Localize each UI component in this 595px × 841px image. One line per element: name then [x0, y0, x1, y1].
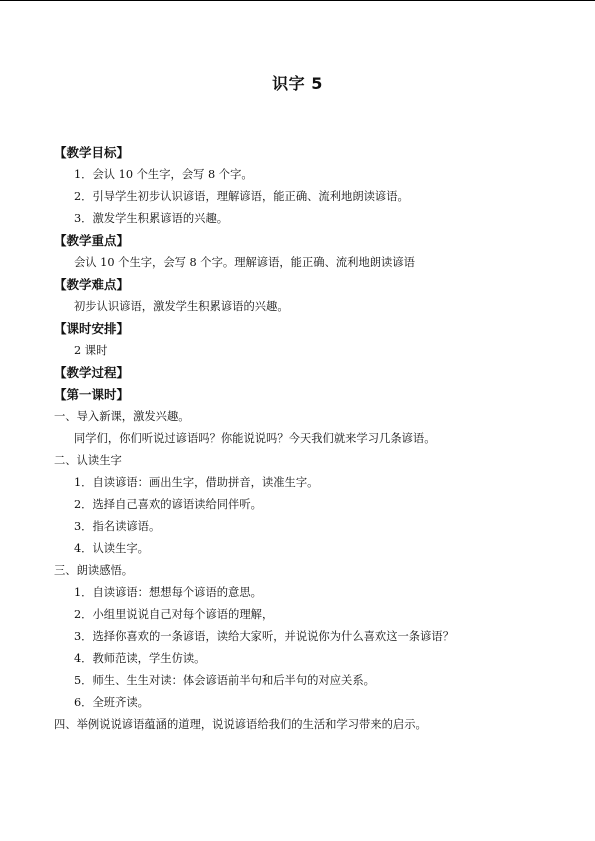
doc-line-text: 【教学目标】 — [54, 145, 130, 160]
doc-line — [54, 186, 554, 208]
doc-line — [54, 714, 554, 736]
doc-line — [54, 230, 554, 252]
doc-line-text: 3．选择你喜欢的一条谚语，读给大家听，并说说你为什么喜欢这一条谚语？ — [74, 630, 454, 643]
doc-line-text: 初步认识谚语，激发学生积累谚语的兴趣。 — [74, 300, 289, 313]
doc-line-text: 3．指名读谚语。 — [74, 520, 161, 533]
doc-line — [54, 582, 554, 604]
doc-line — [54, 340, 554, 362]
doc-line-text: 1．自读谚语：想想每个谚语的意思。 — [74, 586, 262, 599]
doc-line — [54, 274, 554, 296]
doc-line-text: 5．师生、生生对读：体会谚语前半句和后半句的对应关系。 — [74, 674, 375, 687]
doc-line — [54, 516, 554, 538]
doc-line — [54, 538, 554, 560]
doc-line-text: 【教学难点】 — [54, 277, 130, 292]
page-title: 识字 5 — [272, 74, 323, 93]
doc-line — [54, 428, 554, 450]
doc-line — [54, 142, 554, 164]
doc-line-text: 2．小组里说说自己对每个谚语的理解， — [74, 608, 274, 621]
doc-line — [54, 384, 554, 406]
doc-line — [54, 208, 554, 230]
doc-line-text: 二、认读生字 — [54, 454, 122, 467]
doc-line-text: 【教学过程】 — [54, 365, 130, 380]
doc-line-text: 2．引导学生初步认识谚语，理解谚语，能正确、流利地朗读谚语。 — [74, 190, 409, 203]
doc-line — [54, 406, 554, 428]
doc-line — [54, 670, 554, 692]
doc-line-text: 3．激发学生积累谚语的兴趣。 — [74, 212, 229, 225]
doc-line-text: 4．教师范读，学生仿读。 — [74, 652, 206, 665]
doc-line — [54, 648, 554, 670]
doc-line — [54, 450, 554, 472]
doc-line-text: 2 课时 — [74, 344, 108, 357]
doc-line — [54, 318, 554, 340]
doc-line — [54, 296, 554, 318]
doc-line-text: 1．会认 10 个生字，会写 8 个字。 — [74, 168, 253, 181]
doc-line-text: 会认 10 个生字，会写 8 个字。理解谚语，能正确、流利地朗读谚语 — [74, 256, 415, 269]
doc-line — [54, 472, 554, 494]
doc-line — [54, 560, 554, 582]
doc-line — [54, 494, 554, 516]
doc-line-text: 6．全班齐读。 — [74, 696, 149, 709]
top-border-line — [0, 0, 595, 1]
document-body — [54, 142, 554, 736]
doc-line — [54, 604, 554, 626]
doc-line-text: 【第一课时】 — [54, 387, 130, 402]
doc-line-text: 一、导入新课，激发兴趣。 — [54, 410, 190, 423]
doc-line-text: 【教学重点】 — [54, 233, 130, 248]
doc-line-text: 4．认读生字。 — [74, 542, 149, 555]
doc-line-text: 【课时安排】 — [54, 321, 130, 336]
doc-line — [54, 692, 554, 714]
doc-line — [54, 252, 554, 274]
doc-line — [54, 626, 554, 648]
doc-line — [54, 164, 554, 186]
doc-line-text: 四、举例说说谚语蕴涵的道理，说说谚语给我们的生活和学习带来的启示。 — [54, 718, 427, 731]
doc-line-text: 1．自读谚语：画出生字，借助拼音，读准生字。 — [74, 476, 319, 489]
doc-line-text: 2．选择自己喜欢的谚语读给同伴听。 — [74, 498, 262, 511]
doc-line-text: 同学们，你们听说过谚语吗？你能说说吗？今天我们就来学习几条谚语。 — [74, 432, 436, 445]
doc-line-text: 三、朗读感悟。 — [54, 564, 134, 577]
doc-line — [54, 362, 554, 384]
